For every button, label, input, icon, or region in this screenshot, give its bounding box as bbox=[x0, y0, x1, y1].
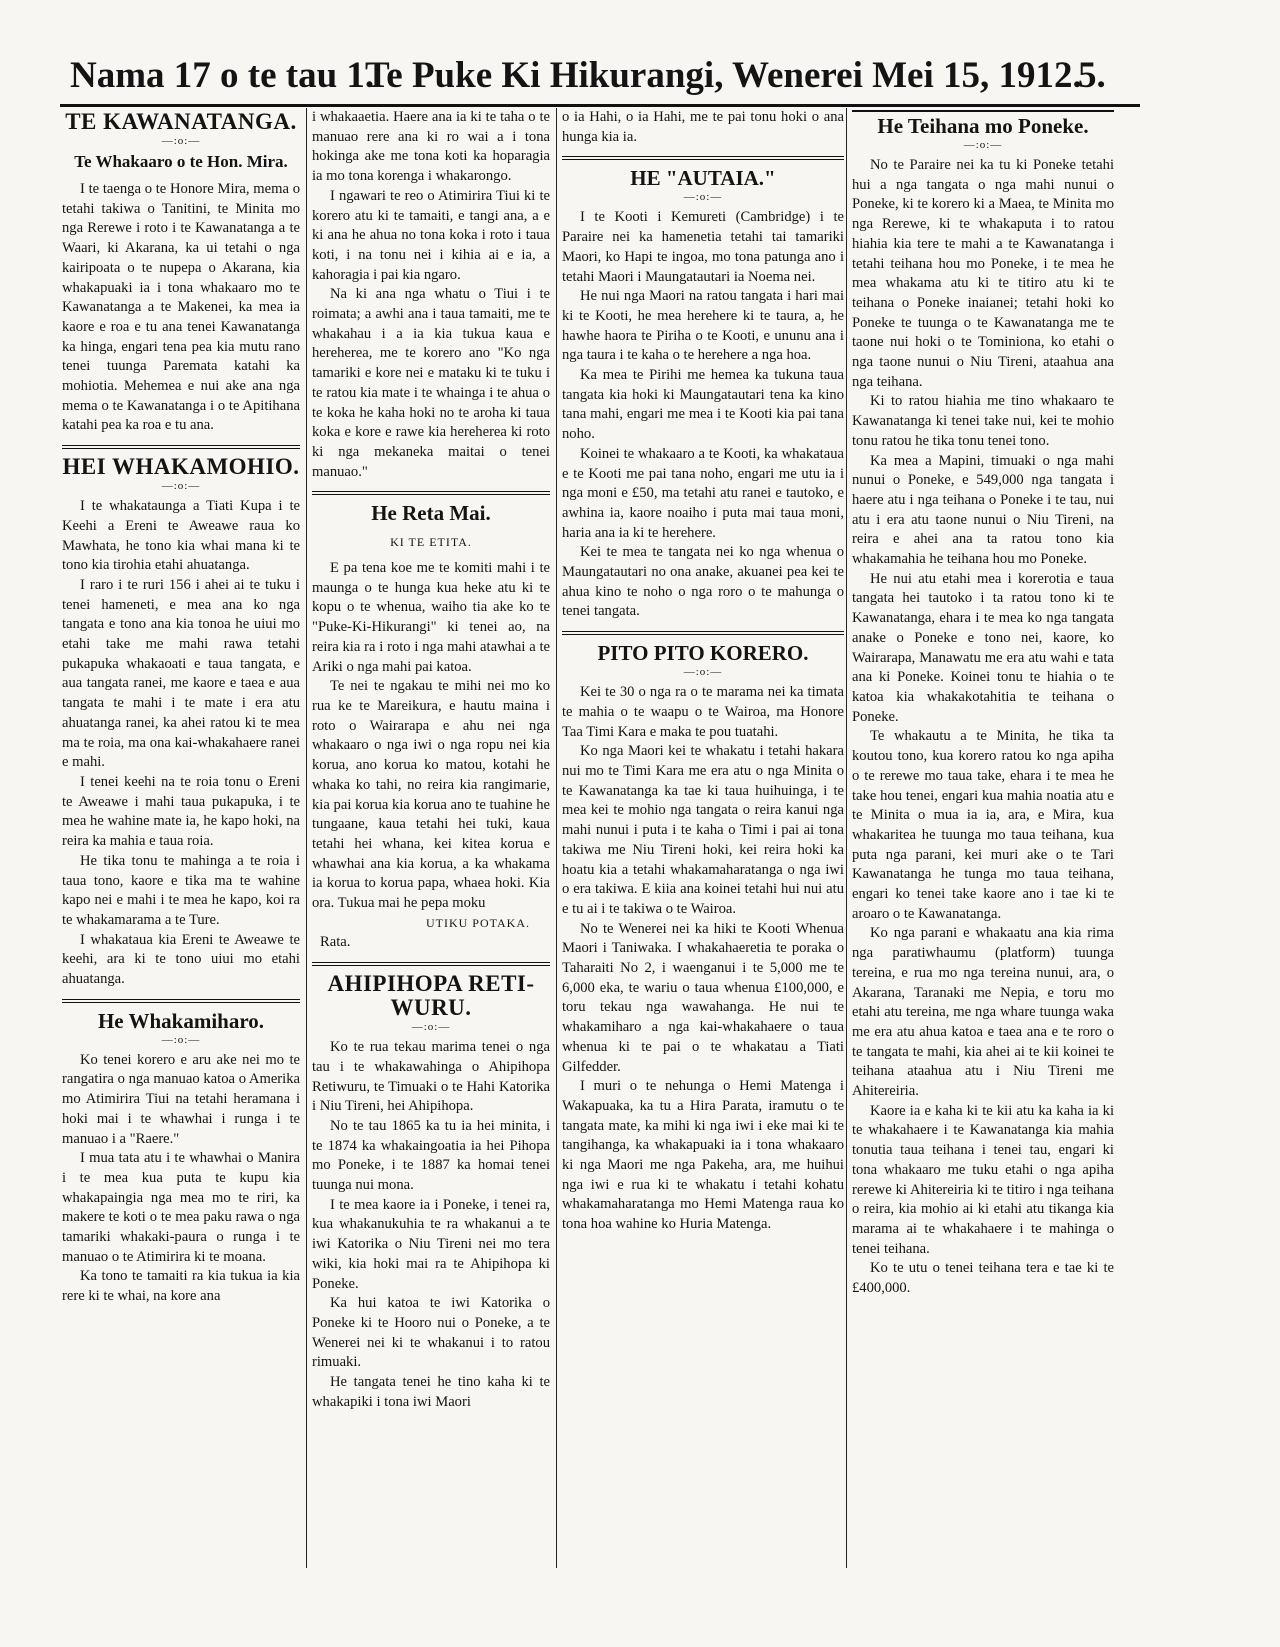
paragraph: He tika tonu te mahinga a te roia i taua tono, kaore e tika ma te wahine kapo nei e mahi i te mea he kapo, koi ra te whakamarama a te Ture. bbox=[62, 852, 300, 928]
article-headline: He Reta Mai. bbox=[371, 501, 491, 526]
article-headline: TE KAWANATANGA. bbox=[65, 109, 297, 134]
paragraph: He tangata tenei he tino kaha ki te whakapiki i tona iwi Maori bbox=[312, 1374, 550, 1410]
paragraph: Te nei te ngakau te mihi nei mo ko rua ke te Mareikura, e hautu maina i roto o Wairarapa e ahu nei nga whakaaro o nga iwi o nga ropu nei kia korua, ano korua ko matou, kotahi he whaka ko tahi, no reira kia rangimarie, kia pai korua kia korua ano te tuahine he tungaane, kaua tetahi hei tuki, kaua tetahi hei whana, kei kitea korua e whawhai ana kia korua, a ka whakama ia korua to korua papa, whaea hoki. Kia ora. Tukua mai he pepa moku bbox=[312, 678, 550, 912]
article-headline: He Teihana mo Poneke. bbox=[852, 110, 1114, 138]
paragraph: Ko nga parani e whakaatu ana kia rima nga paratiwhaumu (platform) tuunga tereina, e rua mo nga tereina nunui, ara, o Akarana, Taranaki me Nepia, e toru mo etahi atu tereina, me nga whare tuunga waka me era atu ahua katoa e taea ana e te roro o te tangata te mahi, kia ahei ai te kii koinei te teihana ataahua atu i Niu Tireni me Ahitereiria. bbox=[852, 925, 1114, 1100]
article-headline: HEI WHAKAMOHIO. bbox=[62, 454, 300, 480]
ornament: —:o:— bbox=[683, 191, 723, 204]
section-rule bbox=[562, 631, 844, 635]
column-1 bbox=[62, 108, 300, 1588]
page-number: 5. bbox=[1078, 55, 1106, 96]
ornament: —:o:— bbox=[161, 1033, 201, 1046]
section-rule bbox=[312, 491, 550, 495]
paragraph: Kei te mea te tangata nei ko nga whenua o Maungatautari no ona anake, akuanei pea kei te ahua kino te noho o nga roro o te mahunga o tenei tangata. bbox=[562, 544, 844, 620]
paragraph: Ka hui katoa te iwi Katorika o Poneke ki te Hooro nui o Poneke, a te Wenerei nei ki te whakanui i to ratou rimuaki. bbox=[312, 1295, 550, 1371]
paragraph: I te mea kaore ia i Poneke, i tenei ra, kua whakanukuhia te ra whakanui a te iwi Katorika o Niu Tireni nei mo tera wiki, kia hoki mai ra te Ahipihopa ki Poneke. bbox=[312, 1196, 550, 1292]
article-subheadline: Te Whakaaro o te Hon. Mira. bbox=[74, 152, 288, 171]
article-headline: He Whakamiharo. bbox=[97, 1008, 265, 1033]
column-4 bbox=[852, 108, 1114, 1588]
column-divider bbox=[846, 108, 847, 1568]
section-rule bbox=[562, 156, 844, 160]
paragraph: I mua tata atu i te whawhai o Manira i te mea kua puta te kupu kia whakapaingia nga mea mo te riri, ka makere te koti o te mea paku rawa o nga tamariki whakaki-paura o runga i te manuao o te Atimirira ki te moana. bbox=[62, 1150, 300, 1265]
paragraph: I raro i te ruri 156 i ahei ai te tuku i tenei hameneti, e mea ana ko nga tangata e tono ana kia tonoa he uiui mo etahi take me mahi rawa tetahi pukapuka whakaoati e taua tangata, e aua tangata ranei, me kaore e taea e aua tangata te mahi i te mate i era atu ahuatanga ranei, ka ahei ratou ki te mea ma te roia, ma ona kai-whakahaere ranei e mahi. bbox=[62, 576, 300, 771]
article-headline: AHIPIHOPA RETI-WURU. bbox=[327, 971, 535, 1021]
letter-salutation: KI TE ETITA. bbox=[390, 535, 472, 550]
paragraph: I te whakataunga a Tiati Kupa i te Keehi a Ereni te Aweawe raua ko Mawhata, he tono kia whai mana ki te tono kia tirohia etahi ahuatanga. bbox=[62, 498, 300, 574]
ornament: —:o:— bbox=[161, 480, 201, 493]
column-2 bbox=[312, 108, 550, 1588]
paragraph: Ko nga Maori kei te whakatu i tetahi hakara nui mo te Timi Kara me era atu o nga Minita o te Kawanatanga ka tae ki taua huihuinga, i te mea kei te mohio nga tangata o reira kanui nga mahi nunui i puta i te kaha o Timi i pai ai tona takiwa me Niu Tireni hoki, kei reira hoki ka hoatu kia a tetahi whakamaharatanga o nga iwi o era takiwa. E kiia ana koinei tetahi hui nui atu e tu ai i te takiwa o te Wairoa. bbox=[562, 743, 844, 917]
paragraph: Ka mea a Mapini, timuaki o nga mahi nunui o Poneke, e 549,000 nga tangata i haere atu i nga teihana o Poneke i te tau, nui atu i era atu taone nunui o Niu Tireni, na reira e ahei ana ta ratou tono kia whakamahia he teihana hou mo Poneke. bbox=[852, 452, 1114, 568]
paragraph: Ko tenei korero e aru ake nei mo te rangatira o nga manuao katoa o Amerika mo Atimirira Tiui na tetahi heramana i hoki mai i te whawhai i runga i te manuao i a "Raere." bbox=[62, 1051, 300, 1147]
column-divider bbox=[556, 108, 557, 1568]
column-3 bbox=[562, 108, 844, 1588]
paragraph: Ki to ratou hiahia me tino whakaaro te Kawanatanga ki tenei take nui, kei te mohio tonu ratou he tika tonu tenei tono. bbox=[852, 393, 1114, 449]
paragraph: Kei te 30 o nga ra o te marama nei ka timata te mahia o te waapu o te Wairoa, ma Honore Taa Timi Kara e maka te pou tuatahi. bbox=[562, 684, 844, 740]
paragraph: No te tau 1865 ka tu ia hei minita, i te 1874 ka whakaingoatia ia hei Pihopa mo Poneke, i te 1887 ka homai tenei tuunga nui mona. bbox=[312, 1117, 550, 1194]
section-rule bbox=[62, 445, 300, 449]
paragraph: Ka tono te tamaiti ra kia tukua ia kia rere ki te whai, na kore ana bbox=[62, 1268, 300, 1305]
paragraph: I muri o te nehunga o Hemi Matenga i Wakapuaka, ka tu a Hira Parata, iramutu o te tangata mate, ka mihi ki nga iwi i eke mai ki te tangihanga, ka whakapuaki ia i tona whakaaro ki nga Maori me nga Pakeha, ara, me huihui nga iwi e rua ki te whakatu i tetahi kohatu whakamaharatanga mo Hemi Matenga raua ko tona hoa wahine ko Huria Matenga. bbox=[562, 1078, 844, 1233]
column-divider bbox=[306, 108, 307, 1568]
article-headline: HE "AUTAIA." bbox=[630, 166, 776, 191]
masthead bbox=[60, 52, 1140, 107]
paragraph: E pa tena koe me te komiti mahi i te maunga o te hunga kua heke atu ki te kopu o te whenua, waiho tia ake ko te "Puke-Ki-Hikurangi" ki tenei ao, na reira kia ra i roto i nga mahi atawhai a te Ariki o nga mahi pai katoa. bbox=[312, 560, 550, 675]
paragraph: Ko te utu o tenei teihana tera e tae ki te £400,000. bbox=[852, 1260, 1114, 1297]
paper-title-date: Te Puke Ki Hikurangi, Wenerei Mei 15, 1912. bbox=[365, 55, 1082, 96]
paragraph: I ngawari te reo o Atimirira Tiui ki te korero atu ki te tamaiti, e tangi ana, a e ki ana he ahua no tona koka i roto i taua koti, i na tonu nei i kihia ai e ia, a kahoragia i pai kia ngaro. bbox=[312, 187, 550, 283]
paragraph: I te taenga o te Honore Mira, mema o tetahi takiwa o Tanitini, te Minita mo nga Rerewe i roto i te Kawanatanga a te Waari, ki Akarana, ka ui tetahi o nga kairipoata o te nupepa o Akarana, kia whakapuaki ia i tona whakaaro mo te Kawanatanga a te Makenei, ka mea ia kaore e roa e tu ana tenei Kawanatanga ka hinga, engari tena pea kia mutu rano tenei tuunga Paremata katahi ka mohiotia. Mehemea e nui ake ana nga mema o te Kawanatanga i o te Apitihana katahi pea ka roa e tu ana. bbox=[62, 181, 300, 434]
paragraph: I tenei keehi na te roia tonu o Ereni te Aweawe i mahi taua pukapuka, i te mea he wahine mate ia, he kapo hoki, na reira ka mahia e taua roia. bbox=[62, 773, 300, 850]
ornament: —:o:— bbox=[411, 1021, 451, 1034]
issue-number: Nama 17 o te tau 1. bbox=[70, 55, 375, 96]
paragraph: I whakataua kia Ereni te Aweawe te keehi, ara ki te tono uiui mo etahi ahuatanga. bbox=[62, 931, 300, 988]
section-rule bbox=[312, 962, 550, 966]
paragraph: Ko te rua tekau marima tenei o nga tau i te whakawahinga o Ahipihopa Retiwuru, te Timuaki o te Hahi Katorika i Niu Tireni, hei Ahipihopa. bbox=[312, 1039, 550, 1115]
paragraph: i whakaaetia. Haere ana ia ki te taha o te manuao rere ana ki ro wai a i tona hokinga ake me tona koti ka hoparagia ia mo tona korenga i whakarongo. bbox=[312, 109, 550, 185]
paragraph: I te Kooti i Kemureti (Cambridge) i te Paraire nei ka hamenetia tetahi tai tamariki Maori, ko Hapi te ingoa, mo tona patunga ano i tetahi Maori i Maungatautari ia Noema nei. bbox=[562, 209, 844, 285]
paragraph: o ia Hahi, o ia Hahi, me te pai tonu hoki o ana hunga kia ia. bbox=[562, 109, 844, 145]
letter-place: Rata. bbox=[320, 934, 351, 951]
paragraph: Ka mea te Pirihi me hemea ka tukuna taua tangata kia hoki ki Maungatautari tena ka kino tana mahi, engari me mea i te Kooti kia pai tana noho. bbox=[562, 367, 844, 443]
paragraph: No te Wenerei nei ka hiki te Kooti Whenua Maori i Taniwaka. I whakahaeretia te poraka o Taharaiti No 2, i waenganui i te 5,000 me te 6,000 eka, te wariu o taua whenua £100,000, e toru tekau nga wawahanga. He nui te whakamiharo a nga kai-whakahaere o taua whenua ki te pai o te whakatau a Tiati Gilfedder. bbox=[562, 920, 844, 1075]
paragraph: He nui nga Maori na ratou tangata i hari mai ki te Kooti, he mea herehere ki te taura, a, he hawhe haora te Piriha o te Kooti, e ununu ana i nga taura i te kaha o te herehere a nga hoa. bbox=[562, 288, 844, 364]
letter-signature: UTIKU POTAKA. bbox=[425, 915, 530, 930]
ornament: —:o:— bbox=[161, 135, 201, 147]
paragraph: Na ki ana nga whatu o Tiui i te roimata; a awhi ana i taua tamaiti, me te whakahau i a ia kia tukua kaua e hereherea, me te korero ano "Ko nga tamariki e kore nei e mataku ki te tuku i te ratou kia mate i te whainga i te ahua o te koka he kaha hoki no te aroha ki taua koka e kore e rawe kia hereherea ki roto ki nga mekaneka maitai o tenei manuao." bbox=[312, 286, 550, 480]
ornament: —:o:— bbox=[683, 666, 723, 679]
paragraph: No te Paraire nei ka tu ki Poneke tetahi hui a nga tangata o nga mahi nunui o Poneke, ki te korero ki a Maea, te Minita mo nga Rerewe, ki te whakaputa i to ratou hiahia kia tere te mahi a te Kawanatanga i tetahi teihana hou mo Poneke, i te mea he mea whakama atu ki te titiro atu ki te teihana o Poneke inaianei; tetahi hoki ko Poneke te tuunga o te Kawanatanga me te taone nui hoki o te Tominiona, ko etahi o nga taone nunui o Niu Tireni, ataahua ana nga teihana. bbox=[852, 157, 1114, 390]
paragraph: He nui atu etahi mea i korerotia e taua tangata hei tautoko i ta ratou tono ki te Kawanatanga, ehara i te mea ko nga tangata anake o Poneke e tono nei, kaore, ko Wairarapa, Manawatu me era atu wahi e tata ana ki Poneke. Koinei tonu te hiahia o te katoa kia whakakotahitia te teihana o Poneke. bbox=[852, 570, 1114, 725]
section-rule bbox=[62, 999, 300, 1003]
paragraph: Kaore ia e kaha ki te kii atu ka kaha ia ki te whakahaere i te Kawanatanga kia mahia tonutia taua teihana i tenei tau, engari ki tona whakaaro me tuku etahi o nga apiha rerewe ki Ahitereiria ki te titiro i nga teihana o reira, kia mohio ai ki etahi atu tikanga kia marama ai te whakahaere i te mahinga o tenei teihana. bbox=[852, 1102, 1114, 1257]
ornament: —:o:— bbox=[963, 139, 1003, 151]
article-headline: PITO PITO KORERO. bbox=[597, 641, 809, 666]
paragraph: Koinei te whakaaro a te Kooti, ka whakataua e te Kooti me pai tana noho, engari me utu ia i nga moni e £50, ma tetahi atu ranei e tautoko, e awhina ia, kaore noaiho i puta mai taua moni, haria ana ia ki te herehere. bbox=[562, 445, 844, 541]
paragraph: Te whakautu a te Minita, he tika ta koutou tono, kua korero ratou ko nga apiha o te rerewe mo taua take, ehara i te mea he take hou tenei, engari kua mahia noatia atu e te Minita o mua ia ia, ara, e Mira, kua whakaritea he tuunga mo taua teihana, kua puta nga parani, kei muri ake o te Tari Kawanatanga he tunga mo taua teihana, engari ko tenei take kaore ano i tae ki te aroaro o te Kawanatanga. bbox=[852, 728, 1114, 922]
